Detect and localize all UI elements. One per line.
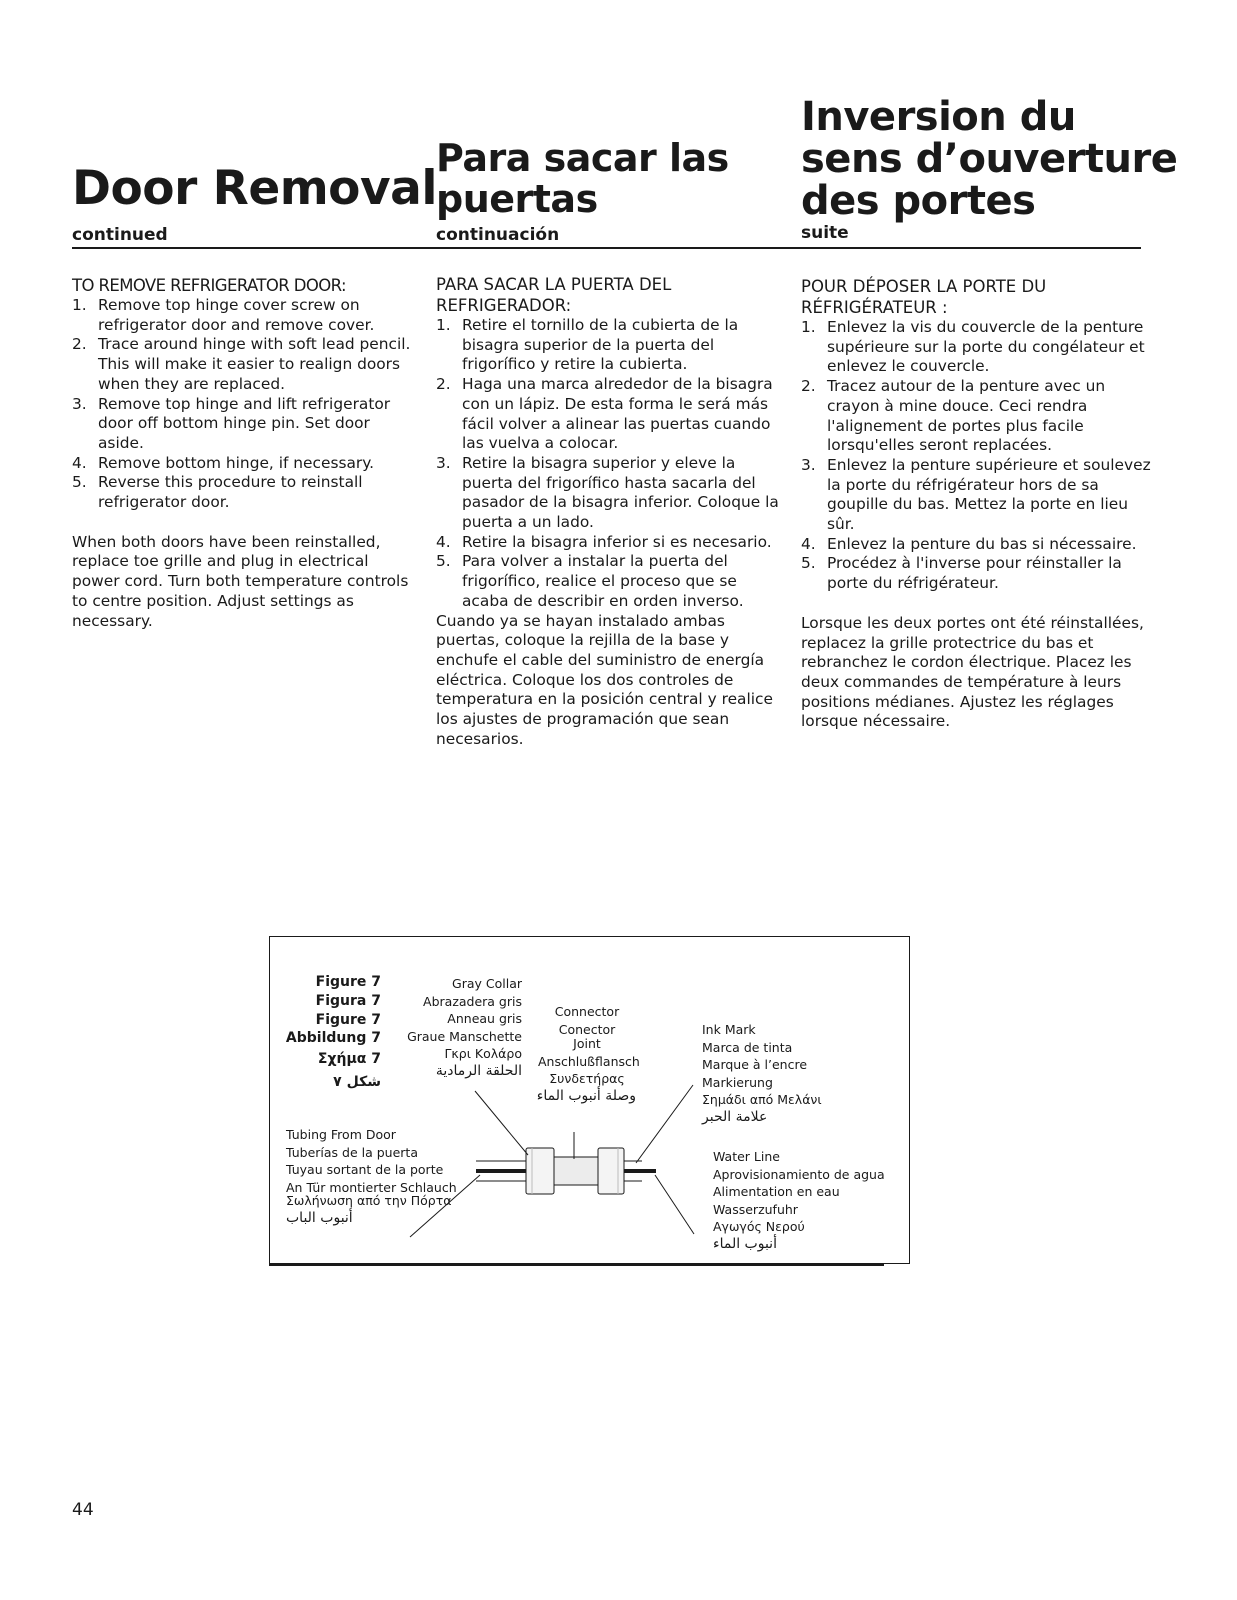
leader-gray-collar — [475, 1091, 528, 1155]
english-column — [72, 275, 417, 631]
title-english: Door Removal — [72, 161, 437, 216]
gray-collar-right — [598, 1148, 624, 1194]
list-item: 3. Retire la bisagra superior y eleve la puerta del frigorífico hasta sacarla del pasador de la bisagra inferior. Coloque la puerta a un lado. — [436, 453, 779, 532]
section-heading: PARA SACAR LA PUERTA DEL REFRIGERADOR: — [436, 275, 672, 315]
list-item: 4. Remove bottom hinge, if necessary. — [72, 453, 375, 472]
steps-list — [801, 318, 1151, 594]
steps-list — [72, 296, 417, 513]
connector-body — [546, 1157, 606, 1185]
list-item: 1. Enlevez la vis du couvercle de la penture supérieure sur la porte du congélateur et enlevez le couvercle. — [801, 318, 1145, 376]
list-item: 3. Remove top hinge and lift refrigerator door off bottom hinge pin. Set door aside. — [72, 394, 391, 452]
water-line-label: Water Line Aprovisionamiento de agua Alimentation en eau Wasserzufuhr Αγωγός Νερού أنبوب الماء — [713, 1149, 885, 1252]
gray-collar-left — [526, 1148, 554, 1194]
subtitle-french: suite — [801, 223, 849, 243]
steps-list — [436, 316, 781, 612]
title-french: Inversion du sens d’ouverture des portes — [801, 94, 1178, 224]
connector-label: Connector Conector Joint Anschlußflansch Συνδετήρας وصلة أنبوب الماء — [536, 1004, 640, 1104]
list-item: 2. Trace around hinge with soft lead pencil. This will make it easier to realign doors when they are replaced. — [72, 335, 411, 393]
spanish-column — [436, 274, 781, 749]
list-item: 2. Haga una marca alrededor de la bisagra con un lápiz. De esta forma le será más fácil volver a alinear las puertas cuando las vuelva a colocar. — [436, 375, 773, 453]
list-item: 5. Reverse this procedure to reinstall refrigerator door. — [72, 473, 363, 512]
ink-mark-label: Ink Mark Marca de tinta Marque à l’encre Markierung Σημάδι από Μελάνι علامة الحبر — [702, 1022, 822, 1125]
figure-7 — [269, 936, 910, 1264]
list-item: 5. Para volver a instalar la puerta del frigorífico, realice el proceso que se acaba de describir en orden inverso. — [436, 552, 744, 610]
page-number: 44 — [72, 1500, 94, 1520]
list-item: 2. Tracez autour de la penture avec un crayon à mine douce. Ceci rendra l'alignement de portes plus facile lorsqu'elles seront replacées. — [801, 377, 1106, 455]
section-heading: POUR DÉPOSER LA PORTE DU RÉFRIGÉRATEUR : — [801, 277, 1047, 317]
list-item: 3. Enlevez la penture supérieure et soulevez la porte du réfrigérateur hors de sa goupille du bas. Mettez la porte en lieu sûr. — [801, 455, 1151, 534]
header-rule — [72, 247, 1141, 249]
list-item: 5. Procédez à l'inverse pour réinstaller la porte du réfrigérateur. — [801, 554, 1122, 593]
figure-title: Figure 7 Figura 7 Figure 7 Abbildung 7 Σχήμα 7 شكل ٧ — [285, 974, 381, 1090]
list-item: 4. Retire la bisagra inferior si es necesario. — [436, 532, 772, 551]
section-heading: TO REMOVE REFRIGERATOR DOOR: — [72, 276, 346, 295]
reinstall-note: Cuando ya se hayan instalado ambas puertas, coloque la rejilla de la base y enchufe el cable del suministro de energía eléctrica. Coloque los dos controles de temperatura en la posición central y realice los ajustes de programación que sean necesarios. — [436, 611, 773, 748]
leader-ink-mark — [636, 1085, 693, 1163]
list-item: 1. Remove top hinge cover screw on refrigerator door and remove cover. — [72, 296, 375, 334]
title-spanish: Para sacar las puertas — [436, 136, 729, 221]
reinstall-note: When both doors have been reinstalled, replace toe grille and plug in electrical power cord. Turn both temperature controls to centre position. Adjust settings as necessary. — [72, 532, 409, 630]
leader-water-line — [655, 1175, 694, 1234]
list-item: 4. Enlevez la penture du bas si nécessaire. — [801, 534, 1137, 553]
reinstall-note: Lorsque les deux portes ont été réinstallées, replacez la grille protectrice du bas et rebranchez le cordon électrique. Placez les deux commandes de température à leurs positions médianes. Ajustez les réglages lorsque nécessaire. — [801, 613, 1144, 731]
tubing-from-door-label: Tubing From Door Tuberías de la puerta Tuyau sortant de la porte An Tür montierter Schlauch Σωλήνωση από την Πόρτα أنبوب الباب — [286, 1127, 457, 1226]
gray-collar-label: Gray Collar Abrazadera gris Anneau gris Graue Manschette Γκρι Κολάρο الحلقة الرمادية — [407, 976, 522, 1079]
list-item: 1. Retire el tornillo de la cubierta de la bisagra superior de la puerta del frigorífico y retire la cubierta. — [436, 316, 739, 374]
french-column — [801, 276, 1151, 732]
subtitle-spanish: continuación — [436, 225, 560, 245]
subtitle-english: continued — [72, 225, 168, 245]
